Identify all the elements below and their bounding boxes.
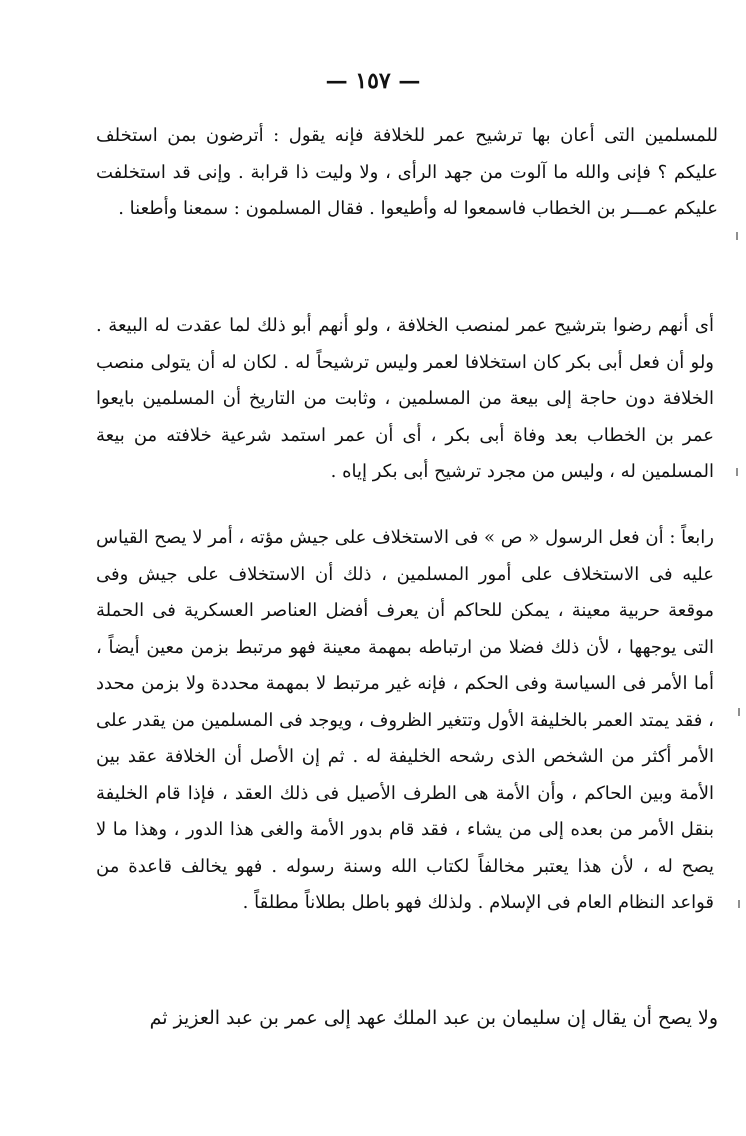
paragraph-1: للمسلمين التى أعان بها ترشيح عمر للخلافة فإنه يقول : أترضون بمن استخلف عليكم ؟ فإنى والله ما آلوت من جهد الرأى ، ولا وليت ذا قرابة . وإنى قد استخلفت عليكم عمـــر بن الخطاب فاسمعوا له وأطيعوا . فقال المسلمون : سمعنا وأطعنا . [96, 125, 718, 219]
paragraph-2: أى أنهم رضوا بترشيح عمر لمنصب الخلافة ، ولو أنهم أبو ذلك لما عقدت له البيعة . ولو أن فعل أبى بكر كان استخلافا لعمر وليس ترشيحاً له . لكان له أن يتولى منصب الخلافة دون حاجة إلى بيعة من المسلمين ، وثابت من التاريخ أن المسلمين بايعوا عمر بن الخطاب بعد وفاة أبى بكر ، أى أن عمر استمد شرعية خلافته من بيعة المسلمين له ، وليس من مجرد ترشيح أبى بكر إياه . [96, 315, 714, 482]
margin-mark [738, 708, 740, 716]
paragraph-3: رابعاً : أن فعل الرسول « ص » فى الاستخلاف على جيش مؤته ، أمر لا يصح القياس عليه فى الاستخلاف على أمور المسلمين ، ذلك أن الاستخلاف على جيش وفى موقعة حربية معينة ، يمكن للحاكم أن يعرف أفضل العناصر العسكرية فى الحملة التى يوجهها ، لأن ذلك فضلا من ارتباطه بمهمة معينة فهو مرتبط بزمن معين أيضاً ، أما الأمر فى السياسة وفى الحكم ، فإنه غير مرتبط لا بمهمة محددة ولا بزمن محدد ، فقد يمتد العمر بالخليفة الأول وتتغير الظروف ، ويوجد فى المسلمين من يقدر على الأمر أكثر من الشخص الذى رشحه الخليفة له . ثم إن الأصل أن الخلافة عقد بين الأمة وبين الحاكم ، وأن الأمة هى الطرف الأصيل فى ذلك العقد ، فإذا قام الخليفة بنقل الأمر من بعده إلى من يشاء ، فقد قام بدور الأمة والغى هذا الدور ، وهذا ما لا يصح له ، لأن هذا يعتبر مخالفاً لكتاب الله وسنة رسوله . فهو يخالف قاعدة من قواعد النظام العام فى الإسلام . ولذلك فهو باطل بطلاناً مطلقاً . [96, 527, 714, 913]
margin-mark [738, 900, 740, 908]
margin-mark [736, 232, 738, 240]
page-number: — ١٥٧ — [325, 68, 421, 94]
paragraph-4: ولا يصح أن يقال إن سليمان بن عبد الملك عهد إلى عمر بن عبد العزيز ثم [149, 1007, 718, 1029]
margin-mark [736, 468, 738, 476]
